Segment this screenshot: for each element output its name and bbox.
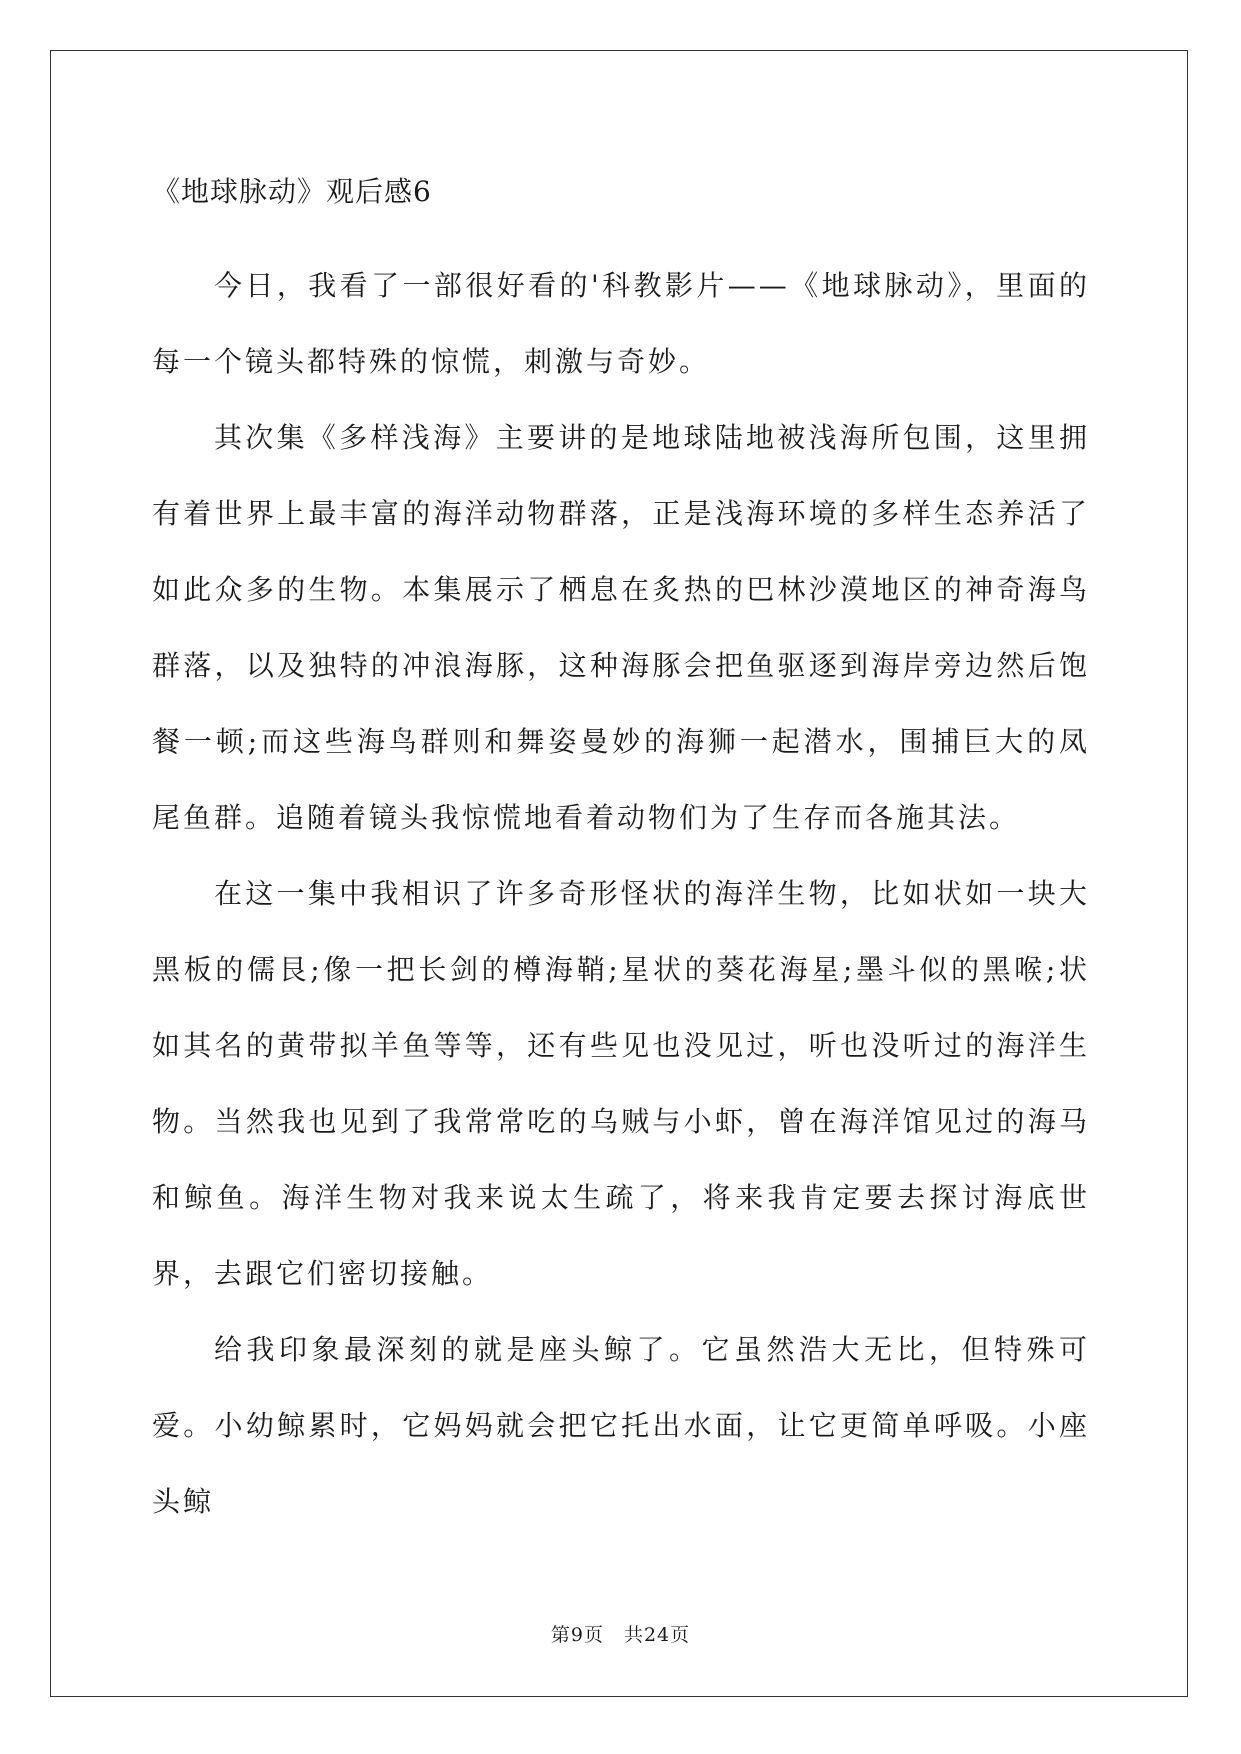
paragraph-1: 今日，我看了一部很好看的'科教影片——《地球脉动》，里面的每一个镜头都特殊的惊慌，刺激与奇妙。 bbox=[152, 269, 1090, 378]
paragraph-4: 给我印象最深刻的就是座头鲸了。它虽然浩大无比，但特殊可爱。小幼鲸累时，它妈妈就会把它托出水面，让它更简单呼吸。小座头鲸 bbox=[152, 1333, 1090, 1518]
paragraph-3: 在这一集中我相识了许多奇形怪状的海洋生物，比如状如一块大黑板的儒艮;像一把长剑的樽海鞘;星状的葵花海星;墨斗似的黑喉;状如其名的黄带拟羊鱼等等，还有些见也没见过，听也没听过的海洋生物。当然我也见到了我常常吃的乌贼与小虾，曾在海洋馆见过的海马和鲸鱼。海洋生物对我来说太生疏了，将来我肯定要去探讨海底世界，去跟它们密切接触。 bbox=[152, 877, 1090, 1290]
paragraph-2: 其次集《多样浅海》主要讲的是地球陆地被浅海所包围，这里拥有着世界上最丰富的海洋动物群落，正是浅海环境的多样生态养活了如此众多的生物。本集展示了栖息在炙热的巴林沙漠地区的神奇海鸟群落，以及独特的冲浪海豚，这种海豚会把鱼驱逐到海岸旁边然后饱餐一顿;而这些海鸟群则和舞姿曼妙的海狮一起潜水，围捕巨大的凤尾鱼群。追随着镜头我惊慌地看着动物们为了生存而各施其法。 bbox=[152, 421, 1090, 834]
page-number-footer: 第9页 共24页 bbox=[550, 1624, 691, 1646]
document-title: 《地球脉动》观后感6 bbox=[152, 175, 432, 208]
document-body bbox=[152, 248, 1090, 1540]
